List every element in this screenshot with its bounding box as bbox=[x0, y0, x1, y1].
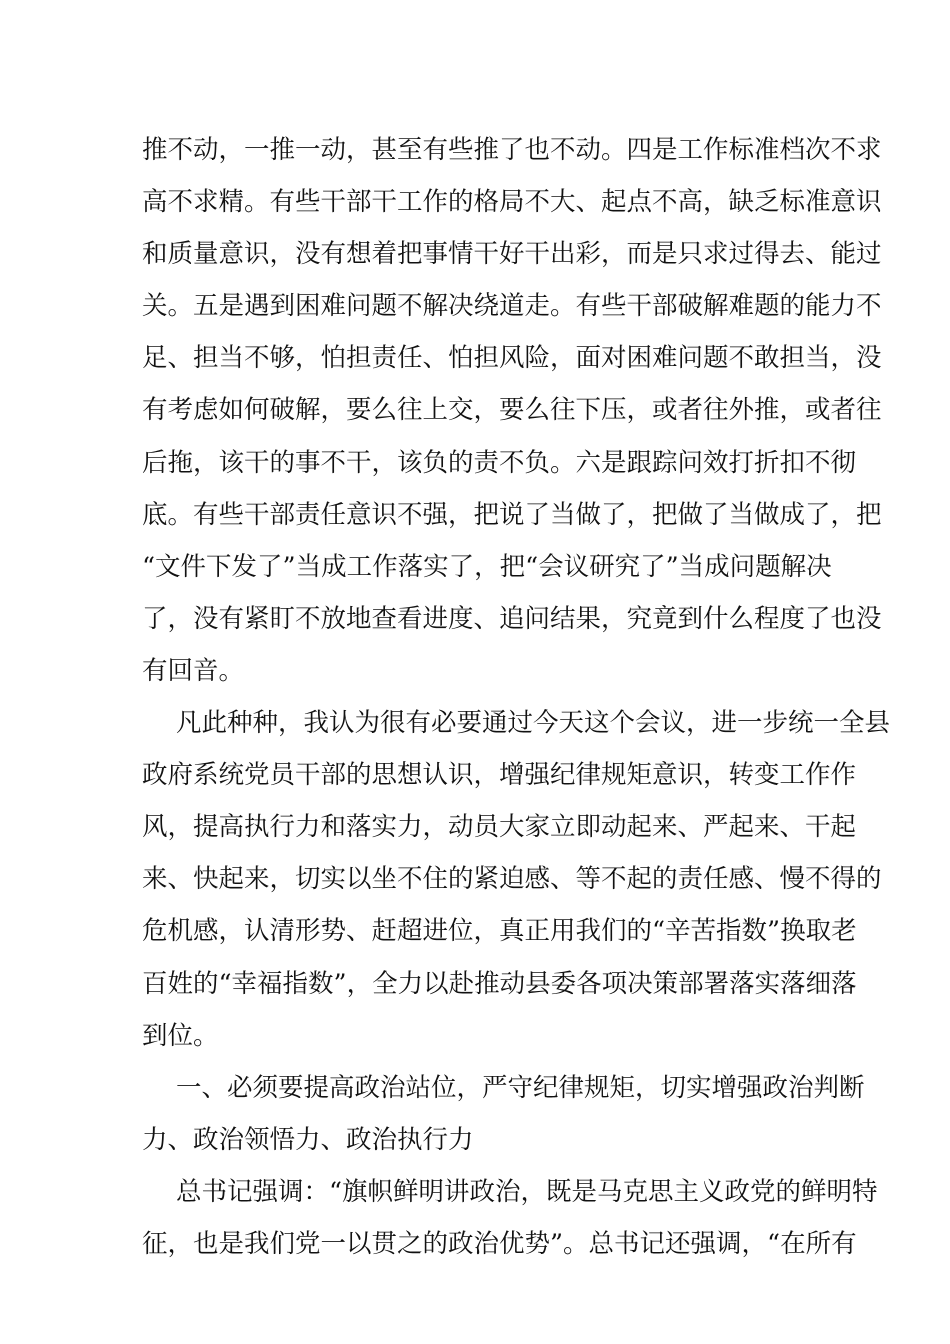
paragraph-line: 百姓的“幸福指数”，全力以赴推动县委各项决策部署落实落细落 bbox=[142, 968, 857, 999]
section-heading-line: 力、政治领悟力、政治执行力 bbox=[142, 1124, 474, 1155]
paragraph-line: 和质量意识，没有想着把事情干好干出彩，而是只求过得去、能过 bbox=[142, 239, 882, 270]
paragraph-line: 政府系统党员干部的思想认识，增强纪律规矩意识，转变工作作 bbox=[142, 760, 857, 791]
paragraph-line: 来、快起来，切实以坐不住的紧迫感、等不起的责任感、慢不得的 bbox=[142, 864, 882, 895]
paragraph-line: 有考虑如何破解，要么往上交，要么往下压，或者往外推，或者往 bbox=[142, 395, 882, 426]
paragraph-line: 危机感，认清形势、赶超进位，真正用我们的“辛苦指数”换取老 bbox=[142, 916, 857, 947]
paragraph-line: 到位。 bbox=[142, 1020, 219, 1051]
section-heading-line: 一、必须要提高政治站位，严守纪律规矩，切实增强政治判断 bbox=[176, 1072, 865, 1103]
paragraph-line: 有回音。 bbox=[142, 655, 245, 686]
paragraph-line: 凡此种种，我认为很有必要通过今天这个会议，进一步统一全县 bbox=[176, 708, 891, 739]
paragraph-line: 了，没有紧盯不放地查看进度、追问结果，究竟到什么程度了也没 bbox=[142, 603, 882, 634]
paragraph-line: 推不动，一推一动，甚至有些推了也不动。四是工作标准档次不求 bbox=[142, 135, 882, 165]
document-body bbox=[142, 124, 891, 1270]
paragraph-line: 关。五是遇到困难问题不解决绕道走。有些干部破解难题的能力不 bbox=[142, 291, 882, 322]
paragraph-line: 征，也是我们党一以贯之的政治优势”。总书记还强调，“在所有 bbox=[142, 1228, 857, 1259]
paragraph-line: 高不求精。有些干部干工作的格局不大、起点不高，缺乏标准意识 bbox=[142, 187, 882, 218]
paragraph-line: 风，提高执行力和落实力，动员大家立即动起来、严起来、干起 bbox=[142, 812, 857, 843]
paragraph-line: 后拖，该干的事不干，该负的责不负。六是跟踪问效打折扣不彻 bbox=[142, 447, 857, 478]
paragraph-line: 足、担当不够，怕担责任、怕担风险，面对困难问题不敢担当，没 bbox=[142, 343, 882, 374]
paragraph-line: “文件下发了”当成工作落实了，把“会议研究了”当成问题解决 bbox=[142, 551, 832, 582]
paragraph-line: 总书记强调：“旗帜鲜明讲政治，既是马克思主义政党的鲜明特 bbox=[176, 1176, 878, 1207]
paragraph-line: 底。有些干部责任意识不强，把说了当做了，把做了当做成了，把 bbox=[142, 499, 882, 530]
